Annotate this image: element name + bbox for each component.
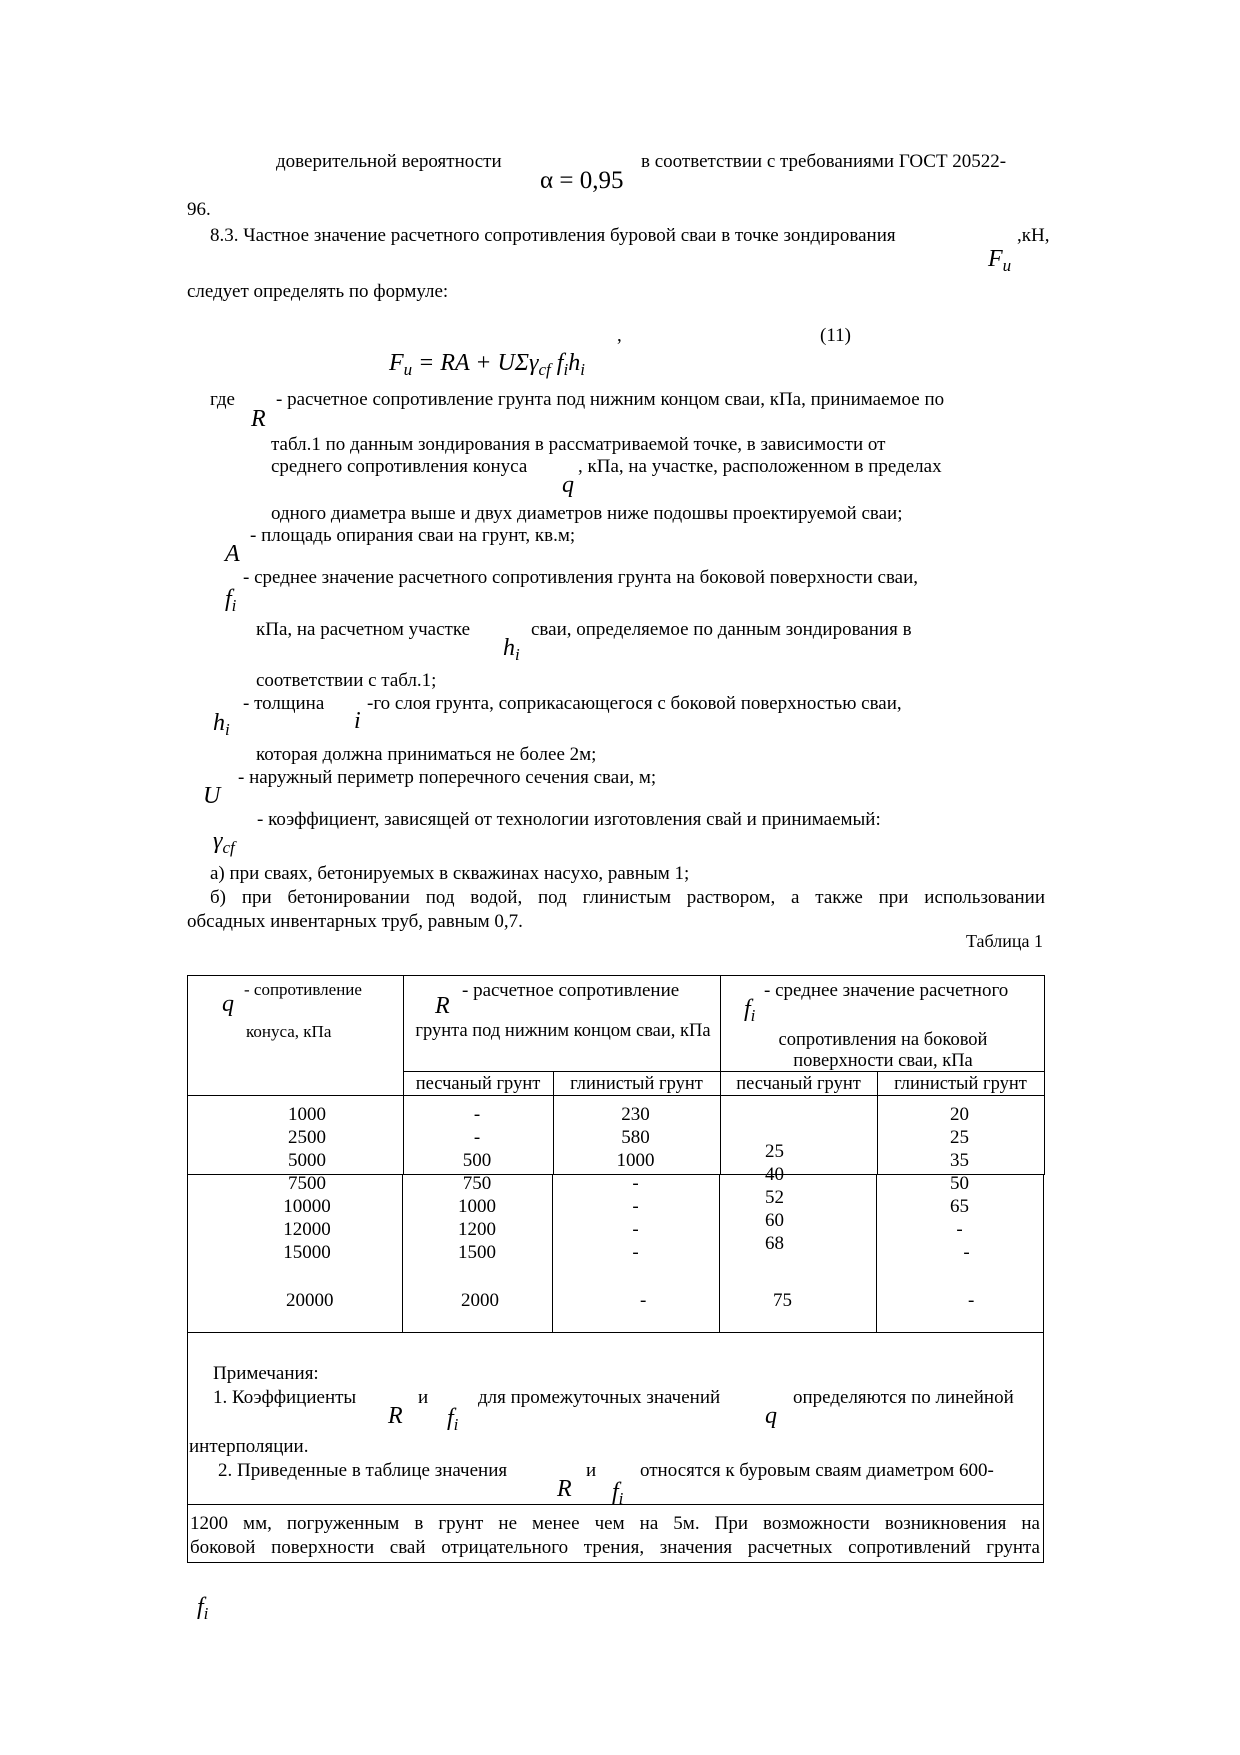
col-f-sand: [765, 1140, 825, 1255]
note1-fi: $f_i$: [447, 1405, 459, 1434]
table-cell: -: [632, 1219, 639, 1240]
h-line1b: -го слоя грунта, соприкасающегося с боковой поверхностью сваи,: [367, 693, 902, 714]
intro-line2: 96.: [187, 199, 211, 220]
table-cell: 580: [621, 1127, 650, 1148]
U-line: - наружный периметр поперечного сечения сваи, м;: [238, 767, 657, 788]
subheader-clay-1: глинистый грунт: [570, 1074, 703, 1094]
case-b-line1: б) при бетонировании под водой, под глинистым раствором, а также при использовании: [210, 887, 1045, 908]
fi-symbol: $f_i$: [225, 586, 237, 615]
intro-right: в соответствии с требованиями ГОСТ 20522-: [641, 151, 1007, 172]
subheader-sand-2: песчаный грунт: [736, 1074, 861, 1094]
table-border-left: [187, 1175, 188, 1332]
table-cell: -: [968, 1290, 975, 1311]
hi-symbol-inline: $h_i$: [503, 635, 520, 664]
table-cell: 1000: [288, 1104, 326, 1125]
note1-d: определяются по линейной: [793, 1387, 1014, 1408]
table-cell: 50: [950, 1173, 969, 1194]
note1-q: q: [765, 1403, 777, 1429]
table-cell: 2500: [288, 1127, 326, 1148]
table-cell: 7500: [288, 1173, 326, 1194]
note1-e: интерполяции.: [189, 1436, 309, 1457]
subheader-clay-2: глинистый грунт: [894, 1074, 1027, 1094]
table-cell: 68: [765, 1233, 784, 1254]
notes-title: Примечания:: [213, 1363, 319, 1384]
col-f-clay: [876, 1103, 1043, 1264]
note1-c: для промежуточных значений: [478, 1387, 721, 1408]
R-line3: среднего сопротивления конуса: [271, 456, 528, 477]
header-R-label: - расчетное сопротивление: [462, 980, 680, 1001]
notes-border-left-2: [187, 1504, 188, 1562]
header-R-symbol: R: [435, 993, 450, 1019]
fi-line3: соответствии с табл.1;: [256, 670, 437, 691]
fi-line2b: сваи, определяемое по данным зондирования в: [531, 619, 912, 640]
table-cell: -: [473, 1127, 481, 1148]
note1-b: и: [418, 1387, 429, 1408]
table-cell: 20000: [286, 1290, 334, 1311]
notes-border-left: [187, 1332, 188, 1504]
note1-a: 1. Коэффициенты: [213, 1387, 357, 1408]
table-cell: 1200: [458, 1219, 496, 1240]
table-divider-4: [876, 1175, 877, 1332]
table-cell: 1500: [458, 1242, 496, 1263]
header-fi-symbol: $f_i$: [744, 996, 756, 1025]
header-fi-desc: сопротивления на боковой поверхности сваи, кПа: [778, 1030, 988, 1071]
col-R-clay: [552, 1103, 719, 1264]
gamma-symbol: $\gamma_{cf}$: [213, 828, 235, 857]
note2-fi: $f_i$: [612, 1479, 624, 1508]
header-q-unit: конуса, кПа: [246, 1022, 332, 1041]
fi-line1: - среднее значение расчетного сопротивления грунта на боковой поверхности сваи,: [243, 567, 919, 588]
A-symbol: A: [225, 541, 240, 567]
case-a: а) при сваях, бетонируемых в скважинах насухо, равным 1;: [210, 863, 690, 884]
R-line2: табл.1 по данным зондирования в рассматриваемой точке, в зависимости от: [271, 434, 886, 455]
table-cell: -: [963, 1242, 970, 1263]
table-cell: -: [473, 1104, 481, 1125]
i-symbol: i: [354, 708, 361, 734]
table-cell: 750: [462, 1173, 492, 1194]
header-fi-label: - среднее значение расчетного: [764, 980, 1009, 1001]
where-label: где: [210, 389, 235, 410]
header-R-desc: грунта под нижним концом сваи, кПа: [415, 1021, 711, 1041]
fi-line2: кПа, на расчетном участке: [256, 619, 471, 640]
table-cell: 15000: [283, 1242, 331, 1263]
case-b-line2: обсадных инвентарных труб, равным 0,7.: [187, 911, 523, 932]
notes-border-right: [1043, 1332, 1044, 1504]
table-cell: 52: [765, 1187, 784, 1208]
q-symbol: q: [562, 472, 574, 498]
gamma-line: - коэффициент, зависящей от технологии изготовления свай и принимаемый:: [257, 809, 881, 830]
table-cell: 500: [462, 1150, 492, 1171]
table-cell: 25: [950, 1127, 969, 1148]
col-R-sand: [402, 1103, 552, 1264]
h-line2: которая должна приниматься не более 2м;: [256, 744, 597, 765]
table-cell: 75: [773, 1290, 792, 1311]
table-cell: 1000: [458, 1196, 496, 1217]
h-line1: - толщина: [243, 693, 325, 714]
table-cell: 12000: [283, 1219, 331, 1240]
notes-border-right-2: [1043, 1504, 1044, 1562]
table-cell: 1000: [616, 1150, 655, 1171]
table-divider-3: [719, 1175, 720, 1332]
alpha-formula: α = 0,95: [540, 167, 624, 194]
table-cell: 2000: [461, 1290, 499, 1311]
table-divider-1: [402, 1175, 403, 1332]
table-cell: 65: [950, 1196, 969, 1217]
R-symbol: R: [251, 406, 266, 432]
table-cell: -: [632, 1173, 639, 1194]
table-cell: 10000: [283, 1196, 331, 1217]
formula-comma: ,: [617, 325, 622, 346]
table-divider-2: [552, 1175, 553, 1332]
para83-line2: следует определять по формуле:: [187, 281, 449, 302]
notes-border-bottom-2: [187, 1562, 1044, 1563]
R-line3b: , кПа, на участке, расположенном в пределах: [578, 456, 942, 477]
note2-a: 2. Приведенные в таблице значения: [218, 1460, 508, 1481]
table-border-right: [1043, 1175, 1044, 1332]
table-cell: 20: [950, 1104, 969, 1125]
formula-number: (11): [820, 325, 851, 346]
note2-R: R: [557, 1476, 572, 1502]
intro-left: доверительной вероятности: [276, 151, 502, 172]
A-line: - площадь опирания сваи на грунт, кв.м;: [250, 525, 576, 546]
header-q-symbol: q: [222, 991, 234, 1017]
para83-unit: ,кН,: [1017, 225, 1050, 246]
subheader-sand-1: песчаный грунт: [415, 1074, 541, 1094]
note2-c: относятся к буровым сваям диаметром 600-: [640, 1460, 994, 1481]
table-cell: 40: [765, 1164, 784, 1185]
table-caption: Таблица 1: [966, 931, 1043, 951]
bottom-fi-symbol: $f_i$: [197, 1594, 209, 1623]
U-symbol: U: [203, 783, 221, 809]
table-cell: 35: [950, 1150, 969, 1171]
R-line4: одного диаметра выше и двух диаметров ниже подошвы проектируемой сваи;: [271, 503, 903, 524]
fu-symbol: $F_u$: [988, 246, 1012, 275]
h-symbol: $h_i$: [213, 710, 230, 739]
para83-line1: 8.3. Частное значение расчетного сопротивления буровой сваи в точке зондирования: [210, 225, 896, 246]
table-cell: -: [632, 1242, 639, 1263]
table-cell: -: [632, 1196, 639, 1217]
table-cell: -: [956, 1219, 963, 1240]
table-cell: 60: [765, 1210, 784, 1231]
table-cell: 5000: [288, 1150, 326, 1171]
table-cell: -: [640, 1290, 647, 1311]
note2-d: 1200 мм, погруженным в грунт не менее чем на 5м. При возможности возникновения на: [190, 1513, 1040, 1534]
col-q: [187, 1103, 427, 1264]
header-q-label: - сопротивление: [244, 980, 362, 999]
note2-e: боковой поверхности свай отрицательного трения, значения расчетных сопротивлений грунта: [190, 1537, 1040, 1558]
table-cell: 230: [621, 1104, 650, 1125]
R-line1: - расчетное сопротивление грунта под нижним концом сваи, кПа, принимаемое по: [276, 389, 945, 410]
note1-R: R: [388, 1403, 403, 1429]
formula-11: $F_u$ = RA + UΣγ$_{cf}$ $f_ih_i$: [389, 350, 585, 379]
note2-b: и: [586, 1460, 597, 1481]
table-cell: 25: [765, 1141, 784, 1162]
table-row-separator: [187, 1332, 1044, 1333]
